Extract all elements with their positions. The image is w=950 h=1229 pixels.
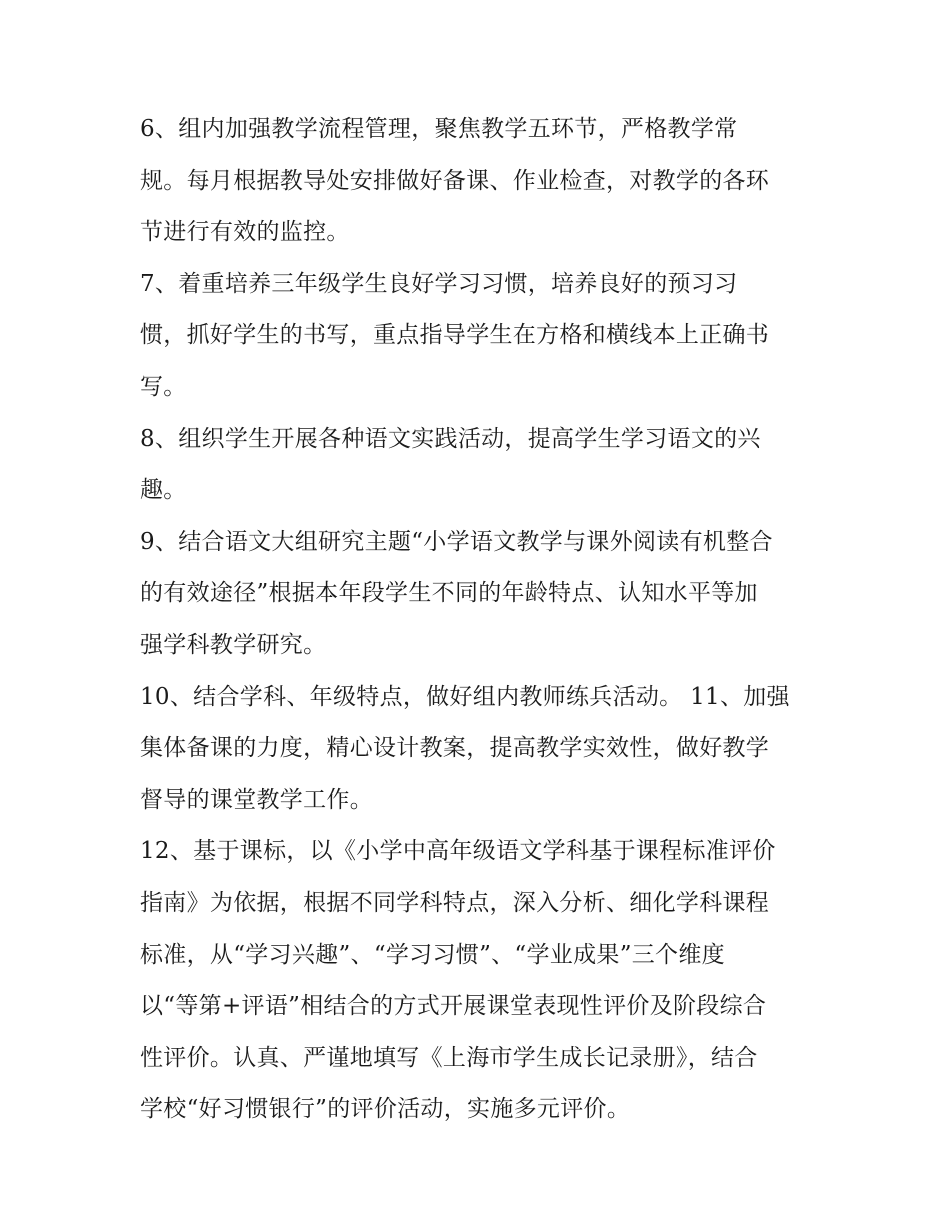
text-line: 规。每月根据教导处安排做好备课、作业检查，对教学的各环 [140, 167, 770, 194]
text-line: 性评价。认真、严谨地填写《上海市学生成长记录册》，结合 [140, 1044, 758, 1071]
text-line: 7、着重培养三年级学生良好学习习惯，培养良好的预习习 [140, 270, 738, 297]
paragraph-6 [140, 104, 814, 259]
text-line: 以“等第+评语”相结合的方式开展课堂表现性评价及阶段综合 [140, 993, 767, 1020]
paragraph-10 [140, 672, 814, 827]
text-line: 集体备课的力度，精心设计教案，提高教学实效性，做好教学 [140, 735, 770, 762]
text-line: 10、结合学科、年级特点，做好组内教师练兵活动。 11、加强 [140, 683, 790, 710]
text-line: 9、结合语文大组研究主题“小学语文教学与课外阅读有机整合 [140, 528, 773, 555]
text-line: 指南》为依据，根据不同学科特点，深入分析、细化学科课程 [140, 889, 770, 916]
paragraph-12 [140, 826, 814, 1136]
text-line: 12、基于课标，以《小学中高年级语文学科基于课程标准评价 [140, 838, 776, 865]
text-line: 写。 [140, 373, 187, 400]
text-line: 惯，抓好学生的书写，重点指导学生在方格和横线本上正确书 [140, 322, 770, 349]
paragraph-9 [140, 517, 814, 672]
paragraph-8 [140, 414, 814, 517]
text-line: 6、组内加强教学流程管理，聚焦教学五环节，严格教学常 [140, 116, 738, 142]
text-line: 趣。 [140, 477, 187, 504]
text-line: 督导的课堂教学工作。 [140, 786, 373, 813]
text-line: 标准，从“学习兴趣”、“学习习惯”、“学业成果”三个维度 [140, 941, 725, 968]
document-body [140, 104, 814, 1136]
text-line: 学校“好习惯银行”的评价活动，实施多元评价。 [140, 1096, 631, 1123]
paragraph-7 [140, 259, 814, 414]
text-line: 8、组织学生开展各种语文实践活动，提高学生学习语文的兴 [140, 425, 761, 452]
text-line: 的有效途径”根据本年段学生不同的年龄特点、认知水平等加 [140, 580, 758, 607]
text-line: 强学科教学研究。 [140, 631, 327, 658]
text-line: 节进行有效的监控。 [140, 219, 350, 246]
